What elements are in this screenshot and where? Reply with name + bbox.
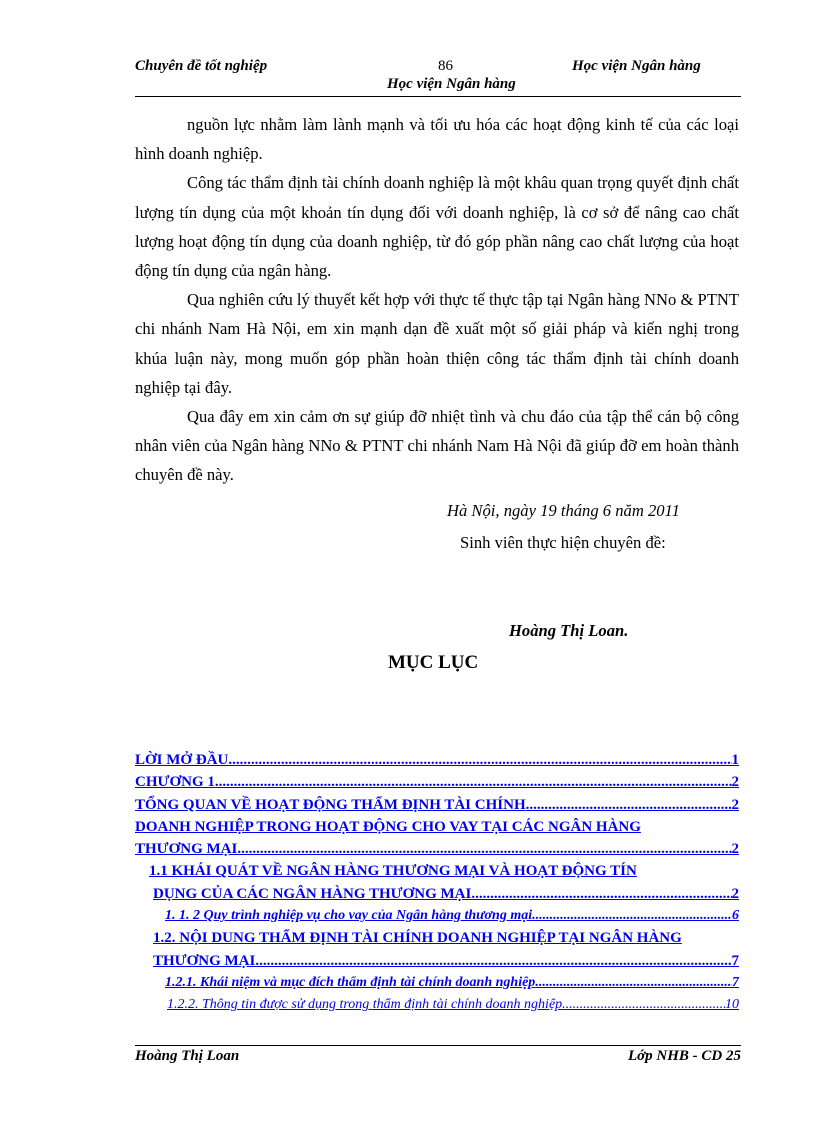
toc-entry-overview-cont[interactable] — [135, 816, 739, 838]
paragraph-4: Qua đây em xin cảm ơn sự giúp đỡ nhiệt tình và chu đáo của tập thể cán bộ công nhân viên của Ngân hàng NNo & PTNT chi nhánh Nam Hà Nội đã giúp đỡ em hoàn thành chuyên đề này. — [135, 407, 739, 485]
toc-entry-text: DỤNG CỦA CÁC NGÂN HÀNG THƯƠNG MẠI — [153, 885, 472, 902]
toc-entry-page: 2 — [731, 841, 739, 858]
toc-entry-text: THƯƠNG MẠI — [135, 841, 238, 858]
header-page-number: 86 — [438, 58, 453, 74]
toc-title: MỤC LỤC — [388, 652, 479, 673]
paragraph-2: Công tác thẩm định tài chính doanh nghiệp là một khâu quan trọng quyết định chất lượng tín dụng của một khoản tín dụng đối với doanh nghiệp, là cơ sở để nâng cao chất lượng hoạt động tín dụng của doanh nghiệp, từ đó góp phần nâng cao chất lượng của hoạt động tín dụng của ngân hàng. — [135, 173, 739, 281]
toc-entry-text: TỔNG QUAN VỀ HOẠT ĐỘNG THẨM ĐỊNH TÀI CHÍNH — [135, 796, 526, 813]
page-footer — [135, 1045, 741, 1072]
signer-name: Hoàng Thị Loan. — [509, 621, 629, 640]
toc-entry-text: 1.1 KHÁI QUÁT VỀ NGÂN HÀNG THƯƠNG MẠI VÀ HOẠT ĐỘNG TÍN — [149, 863, 637, 880]
toc-entry-text: 1.2.2. Thông tin được sử dụng trong thẩm định tài chính doanh nghiệp — [167, 997, 563, 1013]
toc-entry-overview-end[interactable] — [135, 838, 739, 860]
toc-entry-text: 1.2.1. Khái niệm và mục đích thẩm định tài chính doanh nghiệp — [165, 974, 536, 990]
toc-entry-overview[interactable] — [135, 794, 739, 816]
body-text — [135, 110, 739, 490]
paragraph-3: Qua nghiên cứu lý thuyết kết hợp với thực tế thực tập tại Ngân hàng NNo & PTNT chi nhánh Nam Hà Nội, em xin mạnh dạn đề xuất một số giải pháp và kiến nghị trong khúa luận này, mong muốn góp phần hoàn thiện công tác thẩm định tài chính doanh nghiệp tại đây. — [135, 290, 739, 397]
toc-entry-text: 1. 1. 2 Quy trình nghiệp vụ cho vay của Ngân hàng thương mại — [165, 908, 533, 924]
toc-entry-page: 10 — [725, 997, 739, 1013]
toc-entry-page: 1 — [731, 752, 739, 768]
table-of-contents — [135, 749, 739, 1017]
toc-entry-page: 6 — [732, 908, 739, 924]
toc-entry-page: 7 — [732, 974, 739, 990]
footer-class: Lớp NHB - CD 25 — [627, 1048, 741, 1064]
toc-entry-page: 7 — [731, 952, 739, 969]
toc-entry-1-1-2[interactable] — [135, 905, 739, 927]
header-document-type: Chuyên đề tốt nghiệp — [135, 58, 268, 74]
toc-entry-intro[interactable] — [135, 749, 739, 771]
toc-entry-1-2-2[interactable] — [135, 994, 739, 1016]
toc-entry-text: DOANH NGHIỆP TRONG HOẠT ĐỘNG CHO VAY TẠI CÁC NGÂN HÀNG — [135, 818, 641, 835]
header-institution: Học viện Ngân hàng — [572, 58, 701, 74]
toc-entry-chapter-1[interactable] — [135, 771, 739, 793]
toc-entry-1-1[interactable] — [135, 860, 739, 882]
toc-entry-page: 2 — [731, 885, 739, 902]
toc-entry-page: 2 — [731, 796, 739, 813]
footer-author: Hoàng Thị Loan — [135, 1048, 240, 1064]
toc-entry-1-2-end[interactable] — [135, 950, 739, 972]
toc-entry-1-2[interactable] — [135, 927, 739, 949]
toc-entry-1-2-1[interactable] — [135, 972, 739, 994]
page-header — [135, 56, 741, 97]
toc-entry-text: LỜI MỞ ĐẦU — [135, 752, 229, 768]
paragraph-1: nguồn lực nhằm làm lành mạnh và tối ưu hóa các hoạt động kinh tế của các loại hình doanh nghiệp. — [135, 115, 739, 164]
signer-role: Sinh viên thực hiện chuyên đề: — [460, 533, 666, 552]
toc-entry-text: CHƯƠNG 1 — [135, 774, 215, 791]
header-institution-center: Học viện Ngân hàng — [387, 76, 516, 92]
toc-entry-page: 2 — [731, 774, 739, 791]
toc-entry-text: 1.2. NỘI DUNG THẨM ĐỊNH TÀI CHÍNH DOANH NGHIỆP TẠI NGÂN HÀNG — [153, 930, 682, 947]
toc-entry-text: THƯƠNG MẠI — [153, 952, 256, 969]
toc-entry-1-1-end[interactable] — [135, 883, 739, 905]
place-date: Hà Nội, ngày 19 tháng 6 năm 2011 — [447, 501, 680, 520]
